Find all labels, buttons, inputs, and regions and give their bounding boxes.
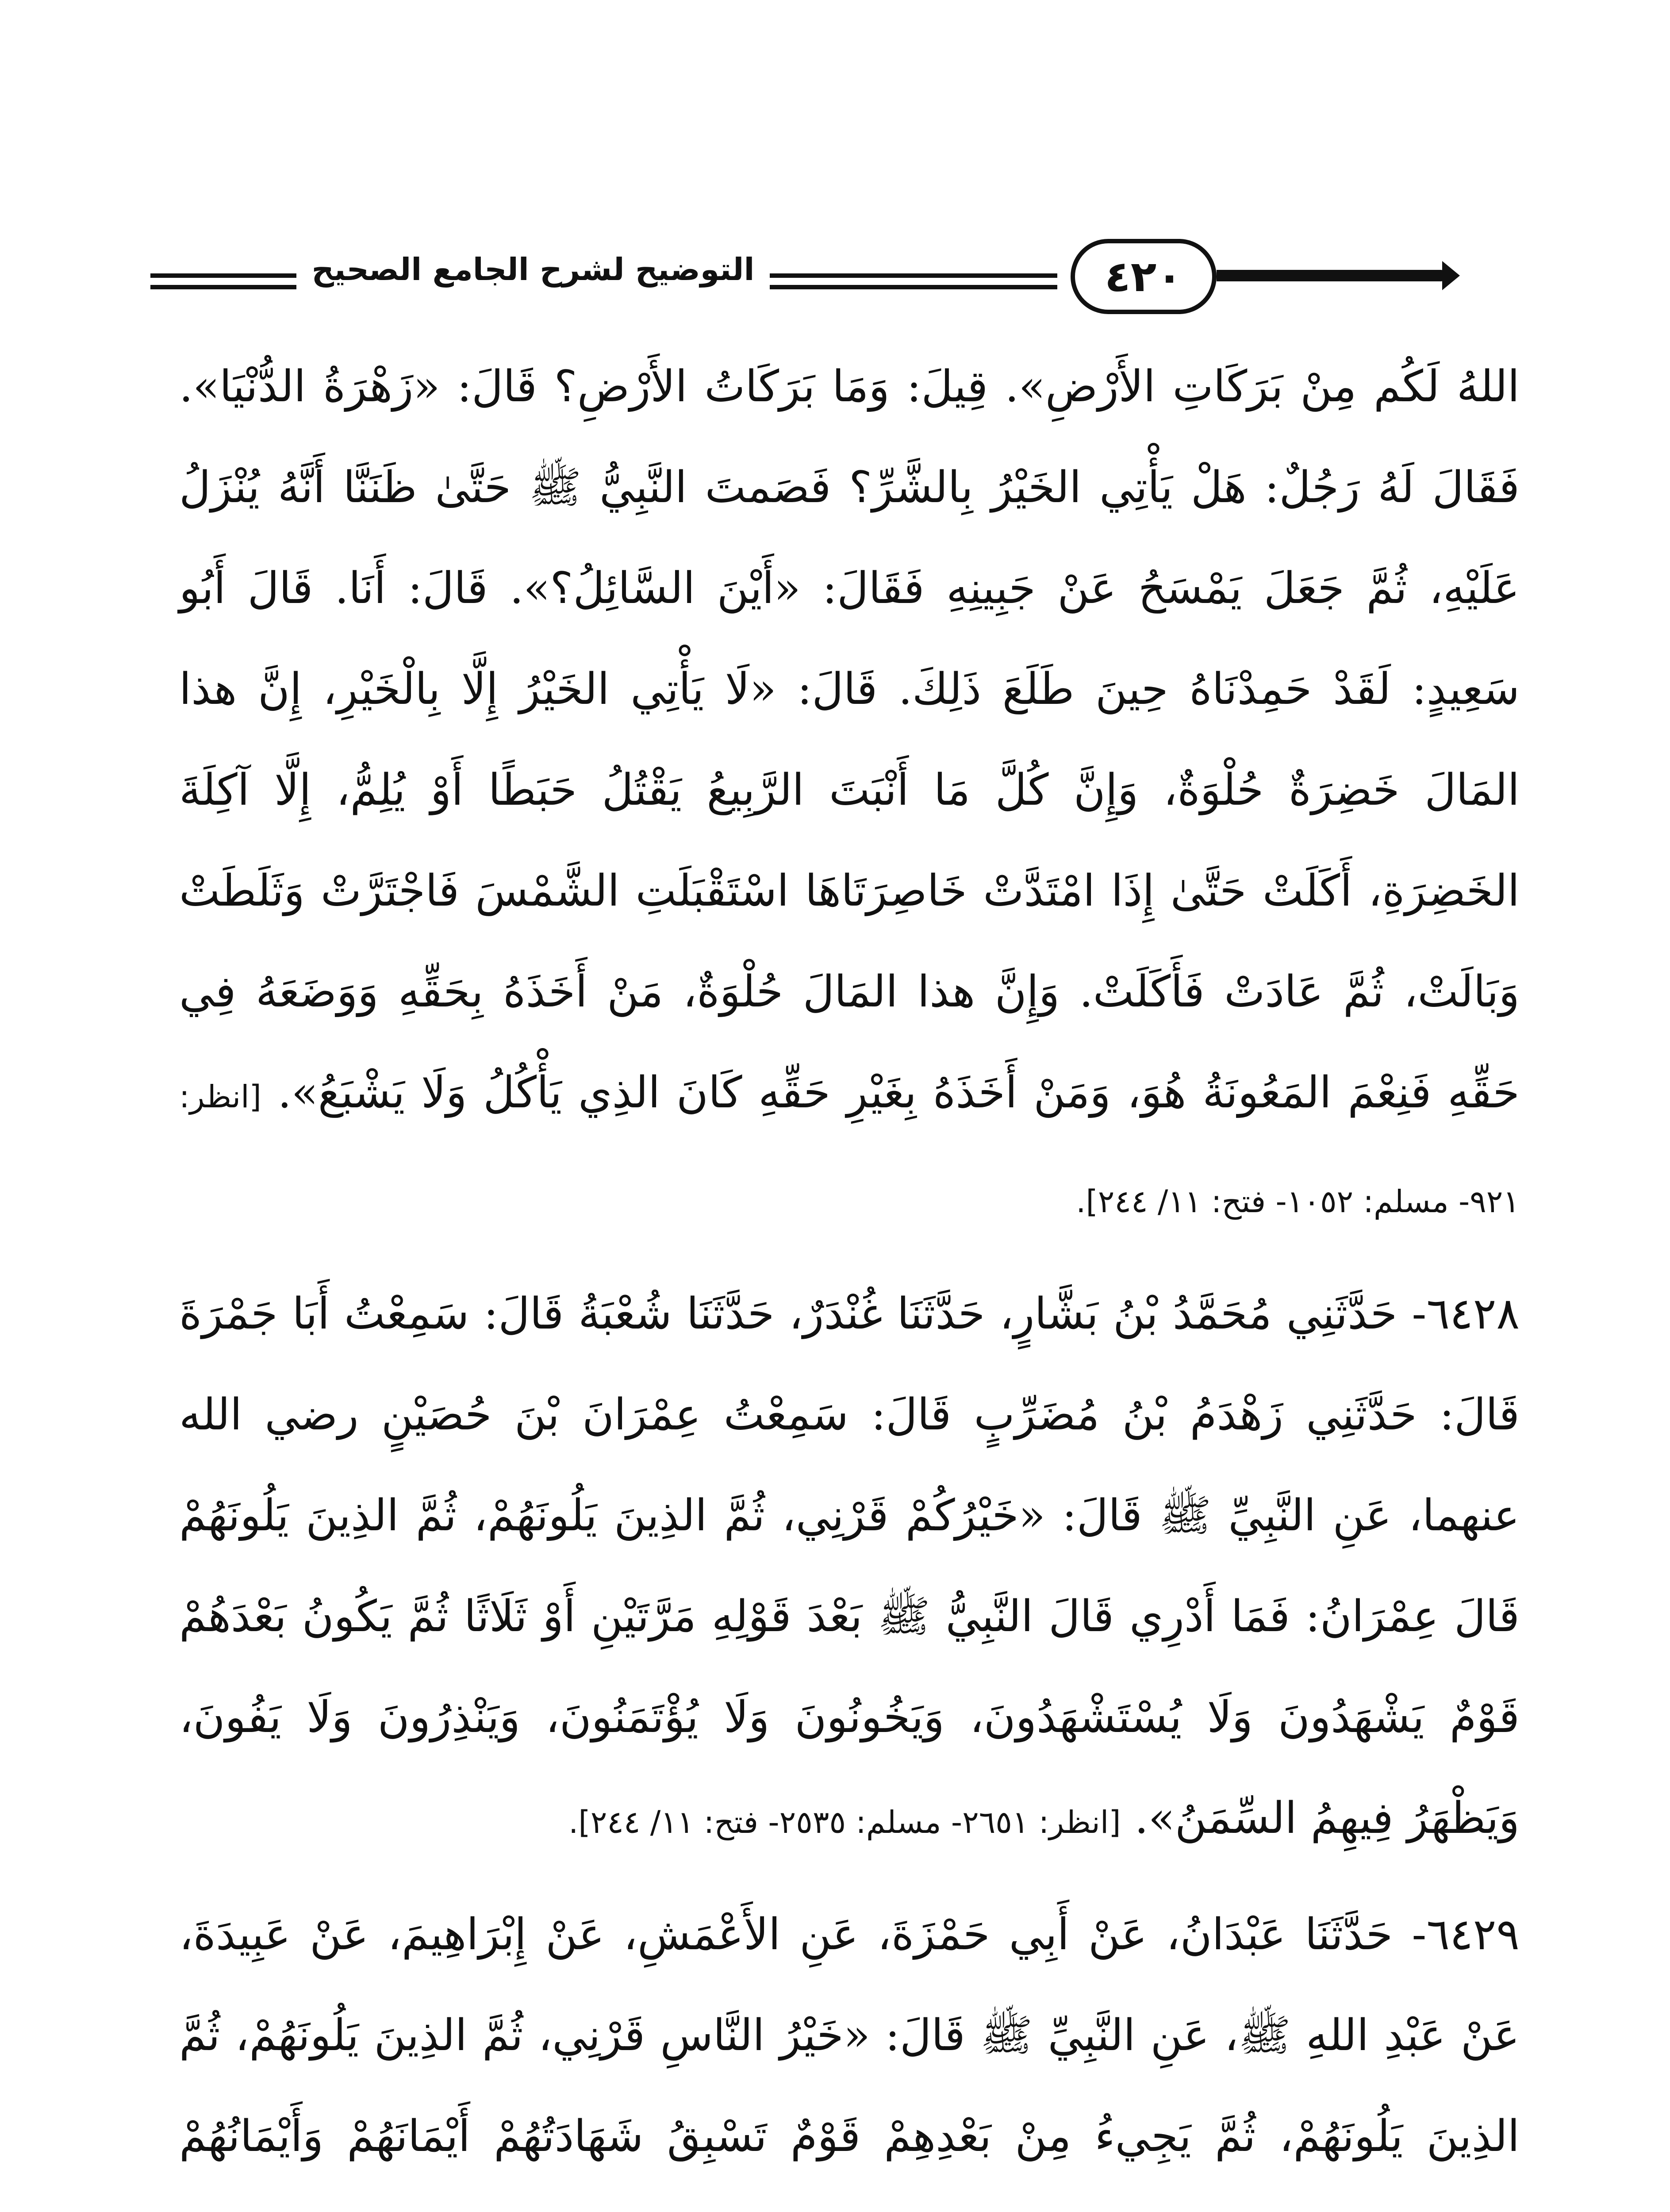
header-rule-middle bbox=[770, 273, 1057, 278]
running-header bbox=[133, 239, 1469, 319]
book-title: التوضيح لشرح الجامع الصحيح bbox=[311, 251, 755, 288]
page-number: ٤٢٠ bbox=[1071, 239, 1217, 314]
hadith-text: ٦٤٢٨- حَدَّثَنِي مُحَمَّدُ بْنُ بَشَّارٍ، حَدَّثَنَا غُنْدَرٌ، حَدَّثَنَا شُعْبَةُ قَالَ: سَمِعْتُ أَبَا جَمْرَةَ قَالَ: حَدَّثَنِي زَهْدَمُ بْنُ مُضَرِّبٍ قَالَ: سَمِعْتُ عِمْرَانَ بْنَ حُصَيْنٍ رضي الله عنهما، عَنِ النَّبِيِّ ﷺ قَالَ: «خَيْرُكُمْ قَرْنِي، ثُمَّ الذِينَ يَلُونَهُمْ، ثُمَّ الذِينَ يَلُونَهُمْ قَالَ عِمْرَانُ: فَمَا أَدْرِي قَالَ النَّبِيُّ ﷺ بَعْدَ قَوْلِهِ مَرَّتَيْنِ أَوْ ثَلَاثًا ثُمَّ يَكُونُ بَعْدَهُمْ قَوْمٌ يَشْهَدُونَ وَلَا يُسْتَشْهَدُونَ، وَيَخُونُونَ وَلَا يُؤْتَمَنُونَ، وَيَنْذِرُونَ وَلَا يَفُونَ، وَيَظْهَرُ فِيهِمُ السِّمَنُ». bbox=[179, 1289, 1520, 1843]
hadith-reference: [انظر: ٩٢١- مسلم: ١٠٥٢- فتح: ١١/ ٢٤٤]. bbox=[179, 1079, 1520, 1220]
hadith-reference: [انظر: ٢٦٥١- مسلم: ٢٥٣٥- فتح: ١١/ ٢٤٤]. bbox=[568, 1804, 1121, 1840]
hadith-text: اللهُ لَكُم مِنْ بَرَكَاتِ الأَرْضِ». قِيلَ: وَمَا بَرَكَاتُ الأَرْضِ؟ قَالَ: «زَهْرَةُ الدُّنْيَا». فَقَالَ لَهُ رَجُلٌ: هَلْ يَأْتِي الخَيْرُ بِالشَّرِّ؟ فَصَمتَ النَّبِيُّ ﷺ حَتَّىٰ ظَنَنَّا أَنَّهُ يُنْزَلُ عَلَيْهِ، ثُمَّ جَعَلَ يَمْسَحُ عَنْ جَبِينِهِ فَقَالَ: «أَيْنَ السَّائِلُ؟». قَالَ: أَنَا. قَالَ أَبُو سَعِيدٍ: لَقَدْ حَمِدْنَاهُ حِينَ طَلَعَ ذَلِكَ. قَالَ: «لَا يَأْتِي الخَيْرُ إِلَّا بِالْخَيْرِ، إِنَّ هذا المَالَ خَضِرَةٌ حُلْوَةٌ، وَإِنَّ كُلَّ مَا أَنْبَتَ الرَّبِيعُ يَقْتُلُ حَبَطًا أَوْ يُلِمُّ، إِلَّا آكِلَةَ الخَضِرَةِ، أَكَلَتْ حَتَّىٰ إِذَا امْتَدَّتْ خَاصِرَتَاهَا اسْتَقْبَلَتِ الشَّمْسَ فَاجْتَرَّتْ وَثَلَطَتْ وَبَالَتْ، ثُمَّ عَادَتْ فَأَكَلَتْ. وَإِنَّ هذا المَالَ حُلْوَةٌ، مَنْ أَخَذَهُ بِحَقِّهِ وَوَضَعَهُ فِي حَقِّهِ فَنِعْمَ المَعُونَةُ هُوَ، وَمَنْ أَخَذَهُ بِغَيْرِ حَقِّهِ كَانَ الذِي يَأْكُلُ وَلَا يَشْبَعُ». bbox=[179, 361, 1520, 1118]
hadith-text: ٦٤٢٩- حَدَّثَنَا عَبْدَانُ، عَنْ أَبِي حَمْزَةَ، عَنِ الأَعْمَشِ، عَنْ إِبْرَاهِيمَ، عَنْ عَبِيدَةَ، عَنْ عَبْدِ اللهِ ﷺ، عَنِ النَّبِيِّ ﷺ قَالَ: «خَيْرُ النَّاسِ قَرْنِي، ثُمَّ الذِينَ يَلُونَهُمْ، ثُمَّ الذِينَ يَلُونَهُمْ، ثُمَّ يَجِيءُ مِنْ بَعْدِهِمْ قَوْمٌ تَسْبِقُ شَهَادَتُهُمْ أَيْمَانَهُمْ وَأَيْمَانُهُمْ bbox=[179, 1909, 1520, 2162]
page-body bbox=[179, 336, 1520, 2212]
header-rule-left bbox=[150, 273, 296, 278]
hadith-paragraph bbox=[179, 1884, 1520, 2212]
header-ornament bbox=[1217, 270, 1447, 281]
hadith-paragraph bbox=[179, 1263, 1520, 1873]
hadith-paragraph bbox=[179, 336, 1520, 1252]
